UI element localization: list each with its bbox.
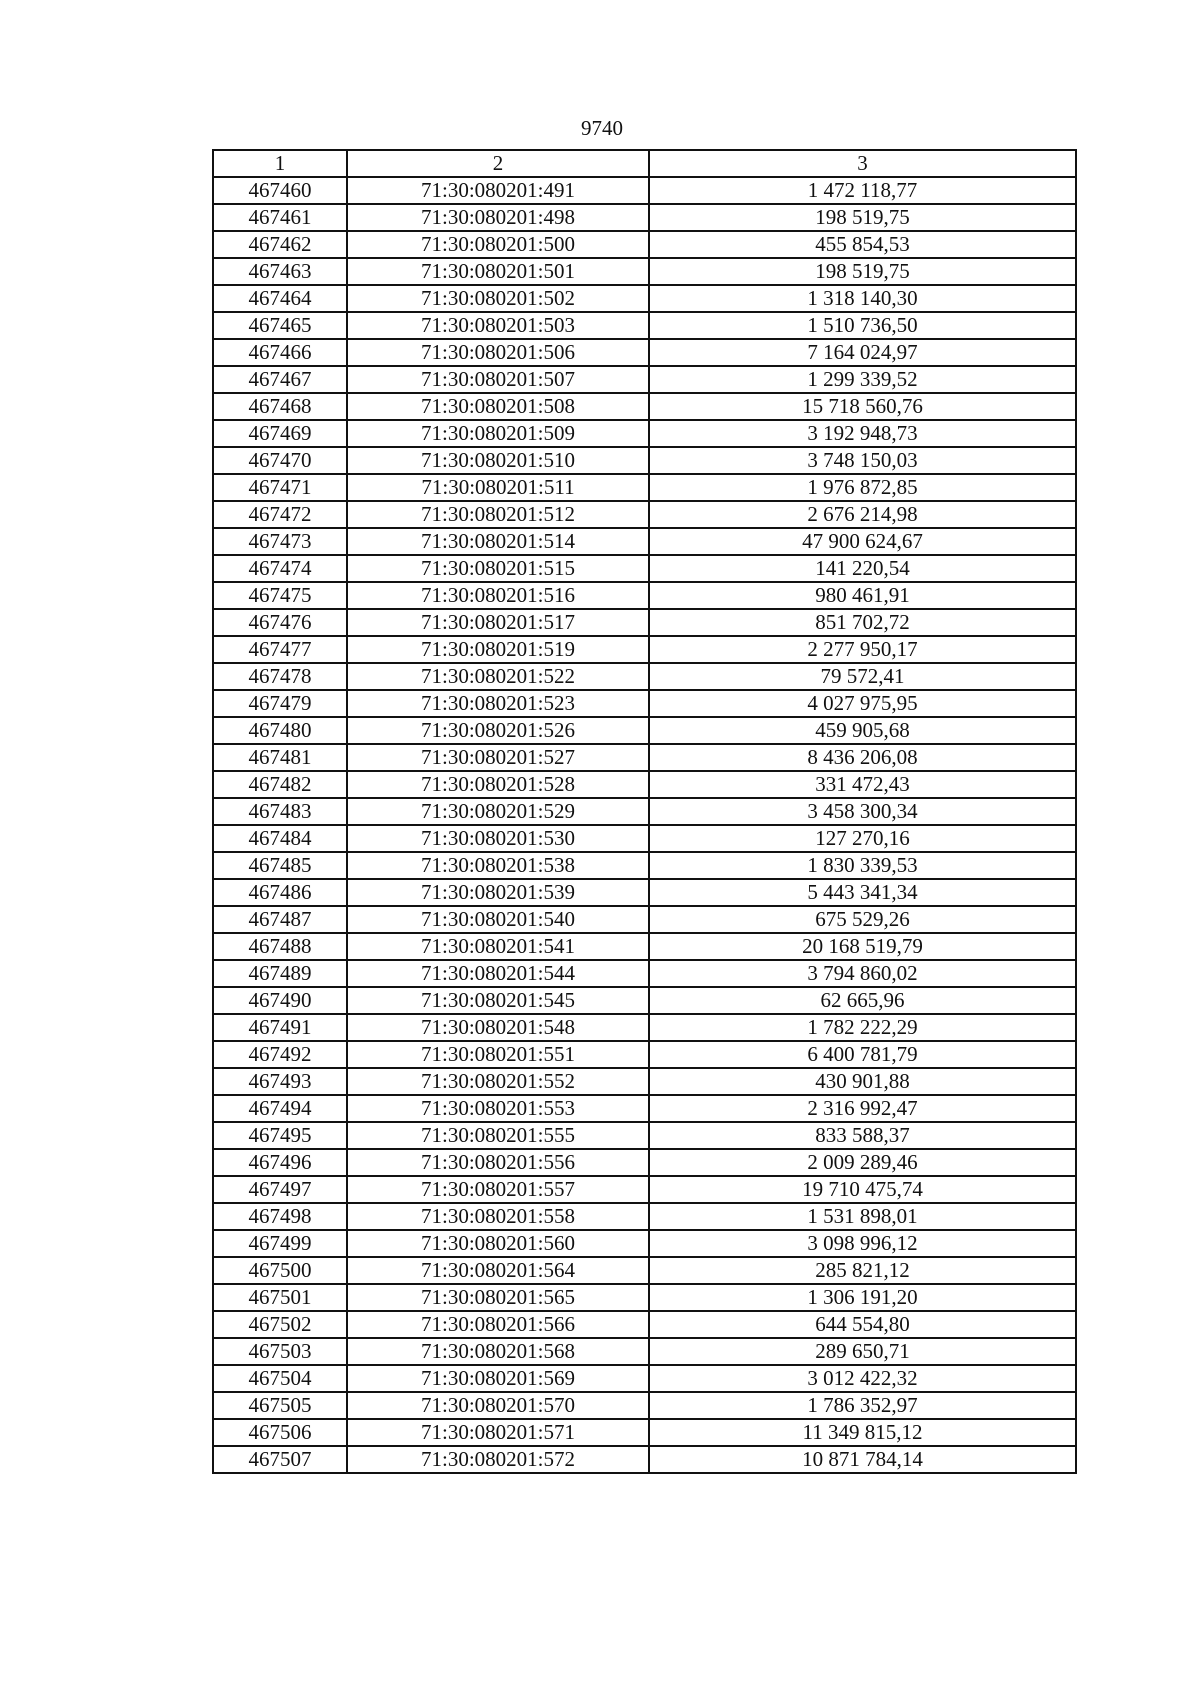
cadastral-number-cell: 71:30:080201:540 (347, 906, 649, 933)
table-row (213, 555, 1076, 582)
row-number-cell: 467497 (213, 1176, 347, 1203)
row-number-cell: 467473 (213, 528, 347, 555)
cadastral-number-cell: 71:30:080201:560 (347, 1230, 649, 1257)
table-row (213, 447, 1076, 474)
row-number-cell: 467475 (213, 582, 347, 609)
cadastral-number-cell: 71:30:080201:566 (347, 1311, 649, 1338)
value-cell: 5 443 341,34 (649, 879, 1076, 906)
row-number-cell: 467504 (213, 1365, 347, 1392)
cadastral-number-cell: 71:30:080201:544 (347, 960, 649, 987)
value-cell: 285 821,12 (649, 1257, 1076, 1284)
cadastral-number-cell: 71:30:080201:507 (347, 366, 649, 393)
table-row (213, 420, 1076, 447)
row-number-cell: 467483 (213, 798, 347, 825)
cadastral-number-cell: 71:30:080201:572 (347, 1446, 649, 1473)
column-header-1: 1 (213, 150, 347, 177)
cadastral-number-cell: 71:30:080201:565 (347, 1284, 649, 1311)
row-number-cell: 467486 (213, 879, 347, 906)
cadastral-number-cell: 71:30:080201:516 (347, 582, 649, 609)
table-row (213, 582, 1076, 609)
value-cell: 3 192 948,73 (649, 420, 1076, 447)
cadastral-number-cell: 71:30:080201:514 (347, 528, 649, 555)
cadastral-number-cell: 71:30:080201:500 (347, 231, 649, 258)
value-cell: 1 472 118,77 (649, 177, 1076, 204)
table-row (213, 1122, 1076, 1149)
cadastral-number-cell: 71:30:080201:539 (347, 879, 649, 906)
value-cell: 19 710 475,74 (649, 1176, 1076, 1203)
value-cell: 198 519,75 (649, 204, 1076, 231)
row-number-cell: 467487 (213, 906, 347, 933)
table-row (213, 501, 1076, 528)
table-row (213, 1041, 1076, 1068)
row-number-cell: 467485 (213, 852, 347, 879)
table-row (213, 1176, 1076, 1203)
cadastral-number-cell: 71:30:080201:556 (347, 1149, 649, 1176)
cadastral-number-cell: 71:30:080201:527 (347, 744, 649, 771)
row-number-cell: 467500 (213, 1257, 347, 1284)
cadastral-number-cell: 71:30:080201:502 (347, 285, 649, 312)
table-row (213, 285, 1076, 312)
cadastral-number-cell: 71:30:080201:538 (347, 852, 649, 879)
row-number-cell: 467471 (213, 474, 347, 501)
row-number-cell: 467494 (213, 1095, 347, 1122)
table-row (213, 1284, 1076, 1311)
row-number-cell: 467476 (213, 609, 347, 636)
table-row (213, 609, 1076, 636)
table-row (213, 852, 1076, 879)
value-cell: 455 854,53 (649, 231, 1076, 258)
row-number-cell: 467499 (213, 1230, 347, 1257)
table-row (213, 231, 1076, 258)
row-number-cell: 467460 (213, 177, 347, 204)
value-cell: 4 027 975,95 (649, 690, 1076, 717)
value-cell: 198 519,75 (649, 258, 1076, 285)
cadastral-number-cell: 71:30:080201:517 (347, 609, 649, 636)
value-cell: 7 164 024,97 (649, 339, 1076, 366)
row-number-cell: 467496 (213, 1149, 347, 1176)
table-row (213, 177, 1076, 204)
table-header-row (213, 150, 1076, 177)
value-cell: 3 098 996,12 (649, 1230, 1076, 1257)
cadastral-number-cell: 71:30:080201:491 (347, 177, 649, 204)
cadastral-number-cell: 71:30:080201:570 (347, 1392, 649, 1419)
table-row (213, 879, 1076, 906)
table-row (213, 1419, 1076, 1446)
value-cell: 11 349 815,12 (649, 1419, 1076, 1446)
cadastral-number-cell: 71:30:080201:511 (347, 474, 649, 501)
table-row (213, 1392, 1076, 1419)
table-row (213, 1203, 1076, 1230)
registry-table (212, 149, 1077, 1474)
table-row (213, 690, 1076, 717)
cadastral-number-cell: 71:30:080201:564 (347, 1257, 649, 1284)
value-cell: 1 786 352,97 (649, 1392, 1076, 1419)
cadastral-number-cell: 71:30:080201:509 (347, 420, 649, 447)
row-number-cell: 467480 (213, 717, 347, 744)
table-row (213, 1338, 1076, 1365)
value-cell: 1 782 222,29 (649, 1014, 1076, 1041)
value-cell: 62 665,96 (649, 987, 1076, 1014)
row-number-cell: 467495 (213, 1122, 347, 1149)
row-number-cell: 467503 (213, 1338, 347, 1365)
table-row (213, 1230, 1076, 1257)
table-row (213, 987, 1076, 1014)
row-number-cell: 467502 (213, 1311, 347, 1338)
table-row (213, 960, 1076, 987)
cadastral-number-cell: 71:30:080201:508 (347, 393, 649, 420)
table-row (213, 1446, 1076, 1473)
row-number-cell: 467479 (213, 690, 347, 717)
cadastral-number-cell: 71:30:080201:551 (347, 1041, 649, 1068)
row-number-cell: 467468 (213, 393, 347, 420)
value-cell: 3 794 860,02 (649, 960, 1076, 987)
cadastral-number-cell: 71:30:080201:503 (347, 312, 649, 339)
table-row (213, 1257, 1076, 1284)
value-cell: 1 318 140,30 (649, 285, 1076, 312)
value-cell: 644 554,80 (649, 1311, 1076, 1338)
value-cell: 1 510 736,50 (649, 312, 1076, 339)
value-cell: 3 012 422,32 (649, 1365, 1076, 1392)
cadastral-number-cell: 71:30:080201:571 (347, 1419, 649, 1446)
table-row (213, 717, 1076, 744)
table-row (213, 393, 1076, 420)
table-row (213, 744, 1076, 771)
cadastral-number-cell: 71:30:080201:553 (347, 1095, 649, 1122)
row-number-cell: 467467 (213, 366, 347, 393)
cadastral-number-cell: 71:30:080201:526 (347, 717, 649, 744)
table-row (213, 663, 1076, 690)
row-number-cell: 467506 (213, 1419, 347, 1446)
table-row (213, 1149, 1076, 1176)
table-row (213, 1311, 1076, 1338)
value-cell: 2 277 950,17 (649, 636, 1076, 663)
cadastral-number-cell: 71:30:080201:557 (347, 1176, 649, 1203)
value-cell: 79 572,41 (649, 663, 1076, 690)
cadastral-number-cell: 71:30:080201:530 (347, 825, 649, 852)
row-number-cell: 467477 (213, 636, 347, 663)
cadastral-number-cell: 71:30:080201:523 (347, 690, 649, 717)
table-row (213, 933, 1076, 960)
value-cell: 1 306 191,20 (649, 1284, 1076, 1311)
row-number-cell: 467469 (213, 420, 347, 447)
cadastral-number-cell: 71:30:080201:515 (347, 555, 649, 582)
value-cell: 851 702,72 (649, 609, 1076, 636)
cadastral-number-cell: 71:30:080201:510 (347, 447, 649, 474)
value-cell: 459 905,68 (649, 717, 1076, 744)
cadastral-number-cell: 71:30:080201:558 (347, 1203, 649, 1230)
row-number-cell: 467490 (213, 987, 347, 1014)
column-header-3: 3 (649, 150, 1076, 177)
cadastral-number-cell: 71:30:080201:568 (347, 1338, 649, 1365)
row-number-cell: 467470 (213, 447, 347, 474)
row-number-cell: 467478 (213, 663, 347, 690)
cadastral-number-cell: 71:30:080201:498 (347, 204, 649, 231)
value-cell: 20 168 519,79 (649, 933, 1076, 960)
cadastral-number-cell: 71:30:080201:528 (347, 771, 649, 798)
value-cell: 289 650,71 (649, 1338, 1076, 1365)
table-row (213, 366, 1076, 393)
row-number-cell: 467491 (213, 1014, 347, 1041)
value-cell: 10 871 784,14 (649, 1446, 1076, 1473)
table-row (213, 798, 1076, 825)
table-row (213, 474, 1076, 501)
value-cell: 675 529,26 (649, 906, 1076, 933)
row-number-cell: 467481 (213, 744, 347, 771)
row-number-cell: 467484 (213, 825, 347, 852)
row-number-cell: 467489 (213, 960, 347, 987)
row-number-cell: 467507 (213, 1446, 347, 1473)
cadastral-number-cell: 71:30:080201:569 (347, 1365, 649, 1392)
cadastral-number-cell: 71:30:080201:501 (347, 258, 649, 285)
table-row (213, 1068, 1076, 1095)
table-row (213, 1095, 1076, 1122)
table-row (213, 1365, 1076, 1392)
value-cell: 1 830 339,53 (649, 852, 1076, 879)
cadastral-number-cell: 71:30:080201:529 (347, 798, 649, 825)
value-cell: 331 472,43 (649, 771, 1076, 798)
column-header-2: 2 (347, 150, 649, 177)
row-number-cell: 467482 (213, 771, 347, 798)
value-cell: 2 676 214,98 (649, 501, 1076, 528)
row-number-cell: 467501 (213, 1284, 347, 1311)
cadastral-number-cell: 71:30:080201:545 (347, 987, 649, 1014)
row-number-cell: 467492 (213, 1041, 347, 1068)
row-number-cell: 467488 (213, 933, 347, 960)
row-number-cell: 467465 (213, 312, 347, 339)
value-cell: 2 316 992,47 (649, 1095, 1076, 1122)
table-row (213, 771, 1076, 798)
table-row (213, 825, 1076, 852)
table-row (213, 1014, 1076, 1041)
cadastral-number-cell: 71:30:080201:522 (347, 663, 649, 690)
value-cell: 8 436 206,08 (649, 744, 1076, 771)
value-cell: 2 009 289,46 (649, 1149, 1076, 1176)
value-cell: 127 270,16 (649, 825, 1076, 852)
row-number-cell: 467493 (213, 1068, 347, 1095)
row-number-cell: 467472 (213, 501, 347, 528)
cadastral-number-cell: 71:30:080201:541 (347, 933, 649, 960)
row-number-cell: 467462 (213, 231, 347, 258)
value-cell: 47 900 624,67 (649, 528, 1076, 555)
cadastral-number-cell: 71:30:080201:506 (347, 339, 649, 366)
value-cell: 1 976 872,85 (649, 474, 1076, 501)
row-number-cell: 467463 (213, 258, 347, 285)
table-row (213, 258, 1076, 285)
table-row (213, 528, 1076, 555)
cadastral-number-cell: 71:30:080201:512 (347, 501, 649, 528)
value-cell: 980 461,91 (649, 582, 1076, 609)
cadastral-number-cell: 71:30:080201:519 (347, 636, 649, 663)
row-number-cell: 467498 (213, 1203, 347, 1230)
table-row (213, 204, 1076, 231)
table-row (213, 312, 1076, 339)
value-cell: 3 458 300,34 (649, 798, 1076, 825)
row-number-cell: 467505 (213, 1392, 347, 1419)
value-cell: 3 748 150,03 (649, 447, 1076, 474)
table-row (213, 339, 1076, 366)
value-cell: 430 901,88 (649, 1068, 1076, 1095)
cadastral-number-cell: 71:30:080201:552 (347, 1068, 649, 1095)
page-number: 9740 (581, 116, 623, 140)
row-number-cell: 467461 (213, 204, 347, 231)
value-cell: 833 588,37 (649, 1122, 1076, 1149)
table-row (213, 906, 1076, 933)
table-row (213, 636, 1076, 663)
value-cell: 141 220,54 (649, 555, 1076, 582)
value-cell: 1 299 339,52 (649, 366, 1076, 393)
row-number-cell: 467474 (213, 555, 347, 582)
row-number-cell: 467464 (213, 285, 347, 312)
row-number-cell: 467466 (213, 339, 347, 366)
cadastral-number-cell: 71:30:080201:555 (347, 1122, 649, 1149)
cadastral-number-cell: 71:30:080201:548 (347, 1014, 649, 1041)
value-cell: 15 718 560,76 (649, 393, 1076, 420)
table-body (213, 150, 1076, 1473)
value-cell: 1 531 898,01 (649, 1203, 1076, 1230)
value-cell: 6 400 781,79 (649, 1041, 1076, 1068)
